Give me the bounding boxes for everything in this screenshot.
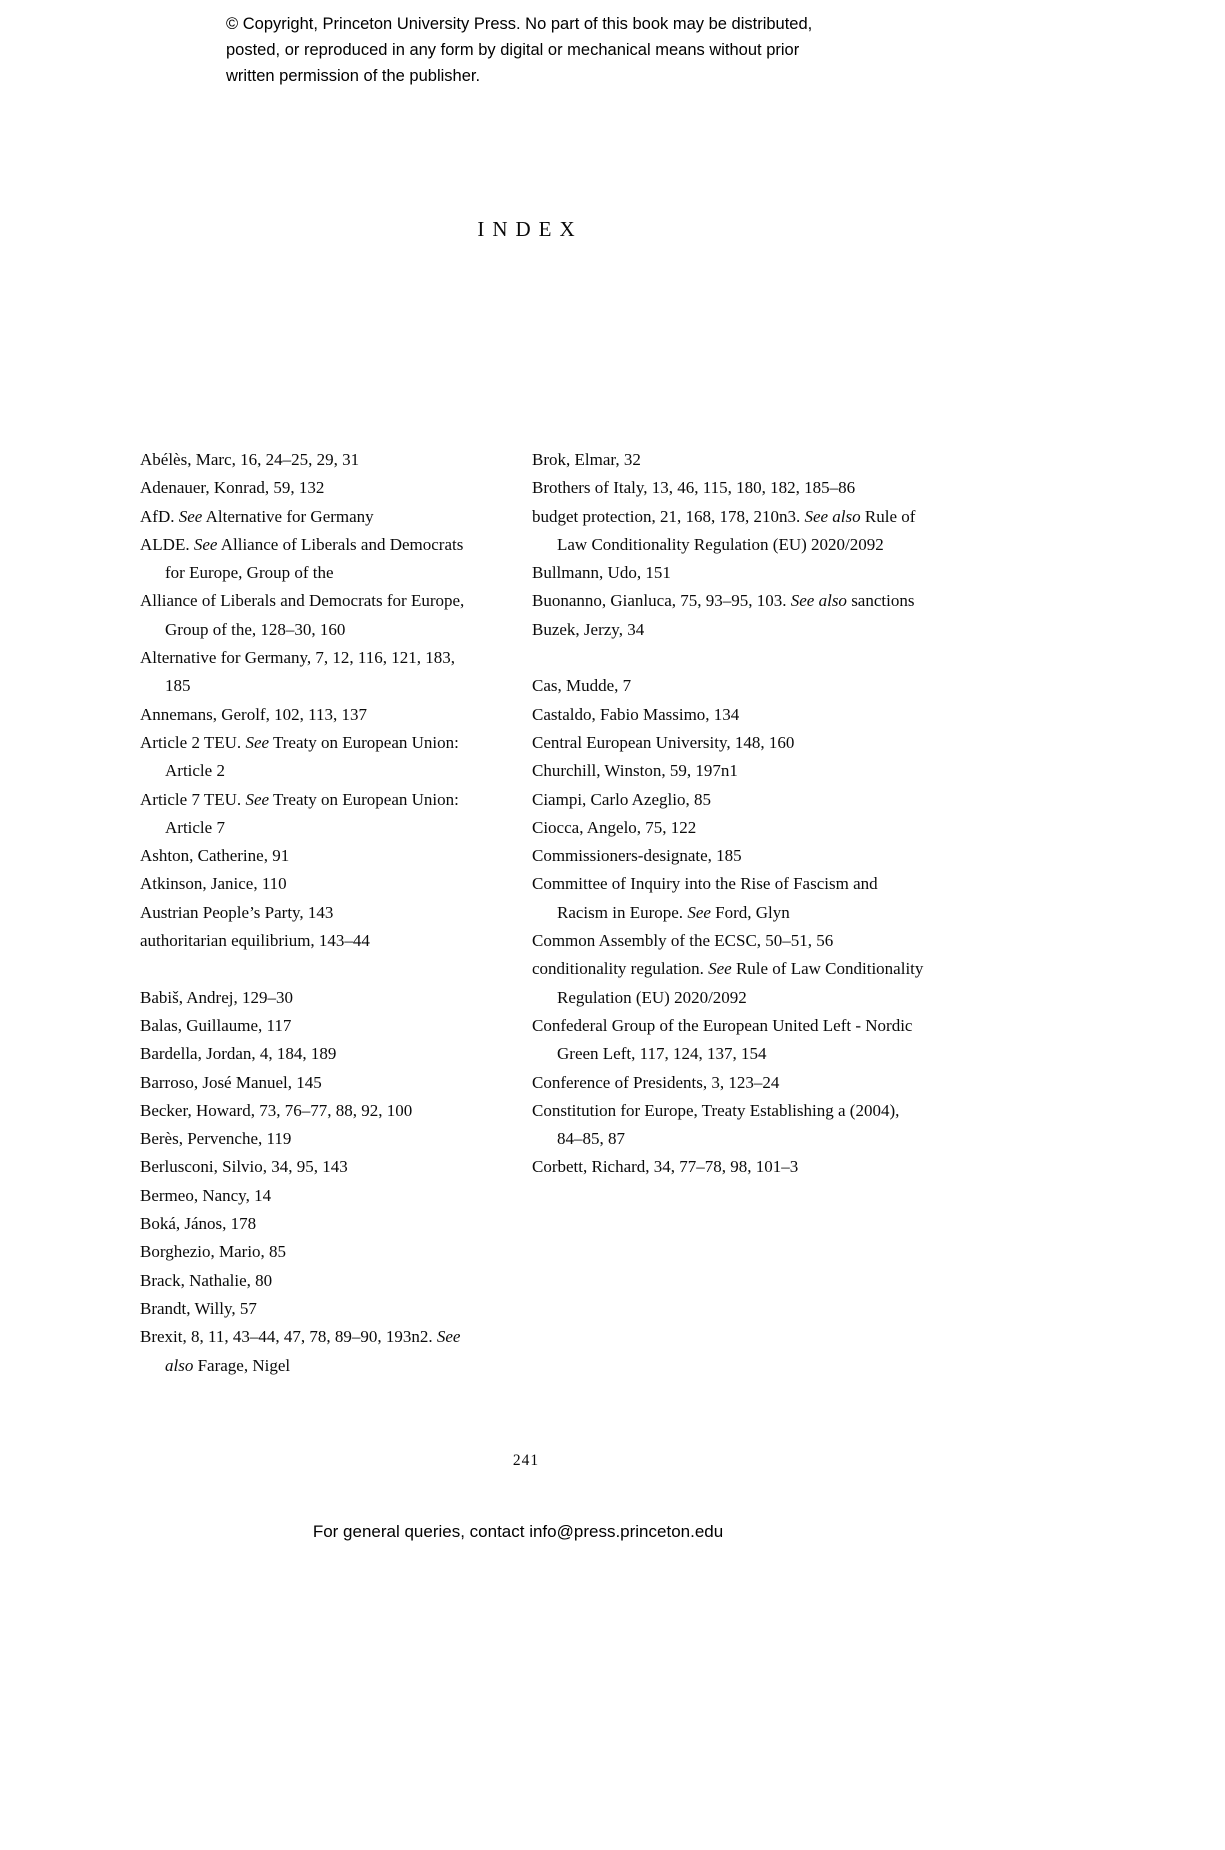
index-entry <box>140 644 480 701</box>
entry-text: Cas, Mudde, 7 <box>532 676 632 696</box>
cross-reference-label: See also <box>804 506 861 526</box>
entry-text: Ford, Glyn <box>710 902 790 922</box>
index-entry <box>140 1267 480 1295</box>
index-entry <box>532 927 924 955</box>
index-entry <box>140 729 480 786</box>
entry-text: Central European University, 148, 160 <box>532 732 795 752</box>
entry-text: Babiš, Andrej, 129–30 <box>140 987 293 1007</box>
index-entry <box>532 786 924 814</box>
entry-text: Borghezio, Mario, 85 <box>140 1242 287 1262</box>
index-entry <box>532 814 924 842</box>
index-entry <box>532 757 924 785</box>
index-entry <box>532 1069 924 1097</box>
cross-reference-label: See <box>193 534 218 554</box>
index-entry <box>532 955 924 1012</box>
index-entry <box>532 446 924 474</box>
index-entry <box>140 786 480 843</box>
entry-text: Becker, Howard, 73, 76–77, 88, 92, 100 <box>140 1100 413 1120</box>
index-entry <box>140 1153 480 1181</box>
index-entry <box>140 1295 480 1323</box>
entry-text: ALDE. <box>140 534 194 554</box>
index-group <box>532 446 924 644</box>
index-entry <box>140 842 480 870</box>
index-entry <box>532 672 924 700</box>
entry-text: Alternative for Germany <box>202 506 374 526</box>
entry-text: Farage, Nigel <box>193 1355 291 1375</box>
entry-text: Alliance of Liberals and Democrats for Europe, Group of the <box>165 534 464 583</box>
entry-text: Buonanno, Gianluca, 75, 93–95, 103. <box>532 591 791 611</box>
index-entry <box>140 1323 480 1380</box>
index-entry <box>532 616 924 644</box>
entry-text: Abélès, Marc, 16, 24–25, 29, 31 <box>140 450 360 469</box>
index-entry <box>532 1097 924 1154</box>
page-title: INDEX <box>477 217 583 241</box>
index-entry <box>140 984 480 1012</box>
index-entry <box>140 701 480 729</box>
entry-text: Rule of Law Conditionality Regulation (EU) 2020/2092 <box>557 959 924 1007</box>
cross-reference-label: See <box>245 789 270 809</box>
index-entry <box>140 899 480 927</box>
index-entry <box>140 587 480 644</box>
entry-text: Treaty on European Union: Article 2 <box>165 732 459 781</box>
index-entry <box>140 531 480 588</box>
entry-text: Annemans, Gerolf, 102, 113, 137 <box>140 704 367 724</box>
contact-line: For general queries, contact info@press.princeton.edu <box>312 1522 724 1541</box>
entry-text: Berès, Pervenche, 119 <box>140 1129 292 1149</box>
entry-text: Adenauer, Konrad, 59, 132 <box>140 478 325 498</box>
entry-text: Ashton, Catherine, 91 <box>140 846 290 866</box>
entry-text: Bullmann, Udo, 151 <box>532 563 671 583</box>
index-entry <box>532 1153 924 1181</box>
index-column <box>140 446 480 1380</box>
index-entry <box>140 1182 480 1210</box>
index-group <box>140 446 480 955</box>
entry-text: Ciocca, Angelo, 75, 122 <box>532 817 697 837</box>
entry-text: Barroso, José Manuel, 145 <box>140 1072 322 1092</box>
index-entry <box>532 842 924 870</box>
entry-text: Common Assembly of the ECSC, 50–51, 56 <box>532 931 834 951</box>
entry-text: Ciampi, Carlo Azeglio, 85 <box>532 789 711 809</box>
index-entry <box>532 729 924 757</box>
index-entry <box>532 474 924 502</box>
index-entry <box>532 1012 924 1069</box>
entry-text: Alliance of Liberals and Democrats for Europe, Group of the, 128–30, 160 <box>140 591 465 639</box>
entry-text: AfD. <box>140 506 179 526</box>
index-entry <box>140 446 480 474</box>
index-entry <box>140 1238 480 1266</box>
index-entry <box>140 1040 480 1068</box>
entry-text: sanctions <box>846 591 915 611</box>
entry-text: Brack, Nathalie, 80 <box>140 1270 273 1290</box>
cross-reference-label: See also <box>790 591 847 611</box>
entry-text: Brexit, 8, 11, 43–44, 47, 78, 89–90, 193n2. <box>140 1327 437 1347</box>
entry-text: Alternative for Germany, 7, 12, 116, 121, 183, 185 <box>140 648 456 696</box>
entry-text: Corbett, Richard, 34, 77–78, 98, 101–3 <box>532 1157 799 1177</box>
index-entry <box>140 1125 480 1153</box>
entry-text: Buzek, Jerzy, 34 <box>532 619 645 639</box>
entry-text: Constitution for Europe, Treaty Establishing a (2004), 84–85, 87 <box>532 1100 900 1149</box>
index-entry <box>532 587 924 615</box>
entry-text: Atkinson, Janice, 110 <box>140 874 287 894</box>
entry-text: Committee of Inquiry into the Rise of Fascism and Racism in Europe. <box>532 874 878 922</box>
entry-text: Article 2 TEU. <box>140 732 246 752</box>
entry-text: Bermeo, Nancy, 14 <box>140 1185 272 1205</box>
index-entry <box>140 870 480 898</box>
entry-text: Austrian People’s Party, 143 <box>140 902 334 922</box>
entry-text: Rule of Law Conditionality Regulation (EU) 2020/2092 <box>557 506 916 554</box>
copyright-notice: © Copyright, Princeton University Press. No part of this book may be distributed, posted, or reproduced in any form by digital or mechanical means without prior written permission of the publisher. <box>226 15 813 85</box>
entry-text: Conference of Presidents, 3, 123–24 <box>532 1072 780 1092</box>
page-number: 241 <box>512 1452 540 1469</box>
index-group <box>140 984 480 1380</box>
entry-text: Brandt, Willy, 57 <box>140 1298 257 1318</box>
cross-reference-label: See also <box>165 1327 461 1375</box>
entry-text: Castaldo, Fabio Massimo, 134 <box>532 704 740 724</box>
entry-text: conditionality regulation. <box>532 959 709 979</box>
index-column <box>532 446 924 1182</box>
index-entry <box>140 474 480 502</box>
entry-text: Treaty on European Union: Article 7 <box>165 789 459 837</box>
entry-text: Berlusconi, Silvio, 34, 95, 143 <box>140 1157 348 1177</box>
entry-text: Boká, János, 178 <box>140 1214 257 1234</box>
entry-text: Confederal Group of the European United Left - Nordic Green Left, 117, 124, 137, 154 <box>532 1015 913 1064</box>
index-group <box>532 672 924 1181</box>
entry-text: Churchill, Winston, 59, 197n1 <box>532 761 738 781</box>
index-columns <box>140 446 924 1380</box>
index-entry <box>140 927 480 955</box>
cross-reference-label: See <box>708 959 732 979</box>
entry-text: Article 7 TEU. <box>140 789 246 809</box>
index-entry <box>140 1097 480 1125</box>
entry-text: Brothers of Italy, 13, 46, 115, 180, 182, 185–86 <box>532 478 856 498</box>
index-entry <box>532 503 924 560</box>
cross-reference-label: See <box>178 506 203 526</box>
entry-text: Bardella, Jordan, 4, 184, 189 <box>140 1044 337 1064</box>
entry-text: Brok, Elmar, 32 <box>532 450 641 469</box>
index-entry <box>140 503 480 531</box>
entry-text: Commissioners-designate, 185 <box>532 846 742 866</box>
entry-text: authoritarian equilibrium, 143–44 <box>140 931 370 951</box>
index-entry <box>140 1210 480 1238</box>
cross-reference-label: See <box>245 732 270 752</box>
entry-text: Balas, Guillaume, 117 <box>140 1015 292 1035</box>
index-entry <box>140 1012 480 1040</box>
index-entry <box>140 1069 480 1097</box>
entry-text: budget protection, 21, 168, 178, 210n3. <box>532 506 805 526</box>
index-entry <box>532 701 924 729</box>
index-entry <box>532 559 924 587</box>
index-entry <box>532 870 924 927</box>
cross-reference-label: See <box>687 902 711 922</box>
